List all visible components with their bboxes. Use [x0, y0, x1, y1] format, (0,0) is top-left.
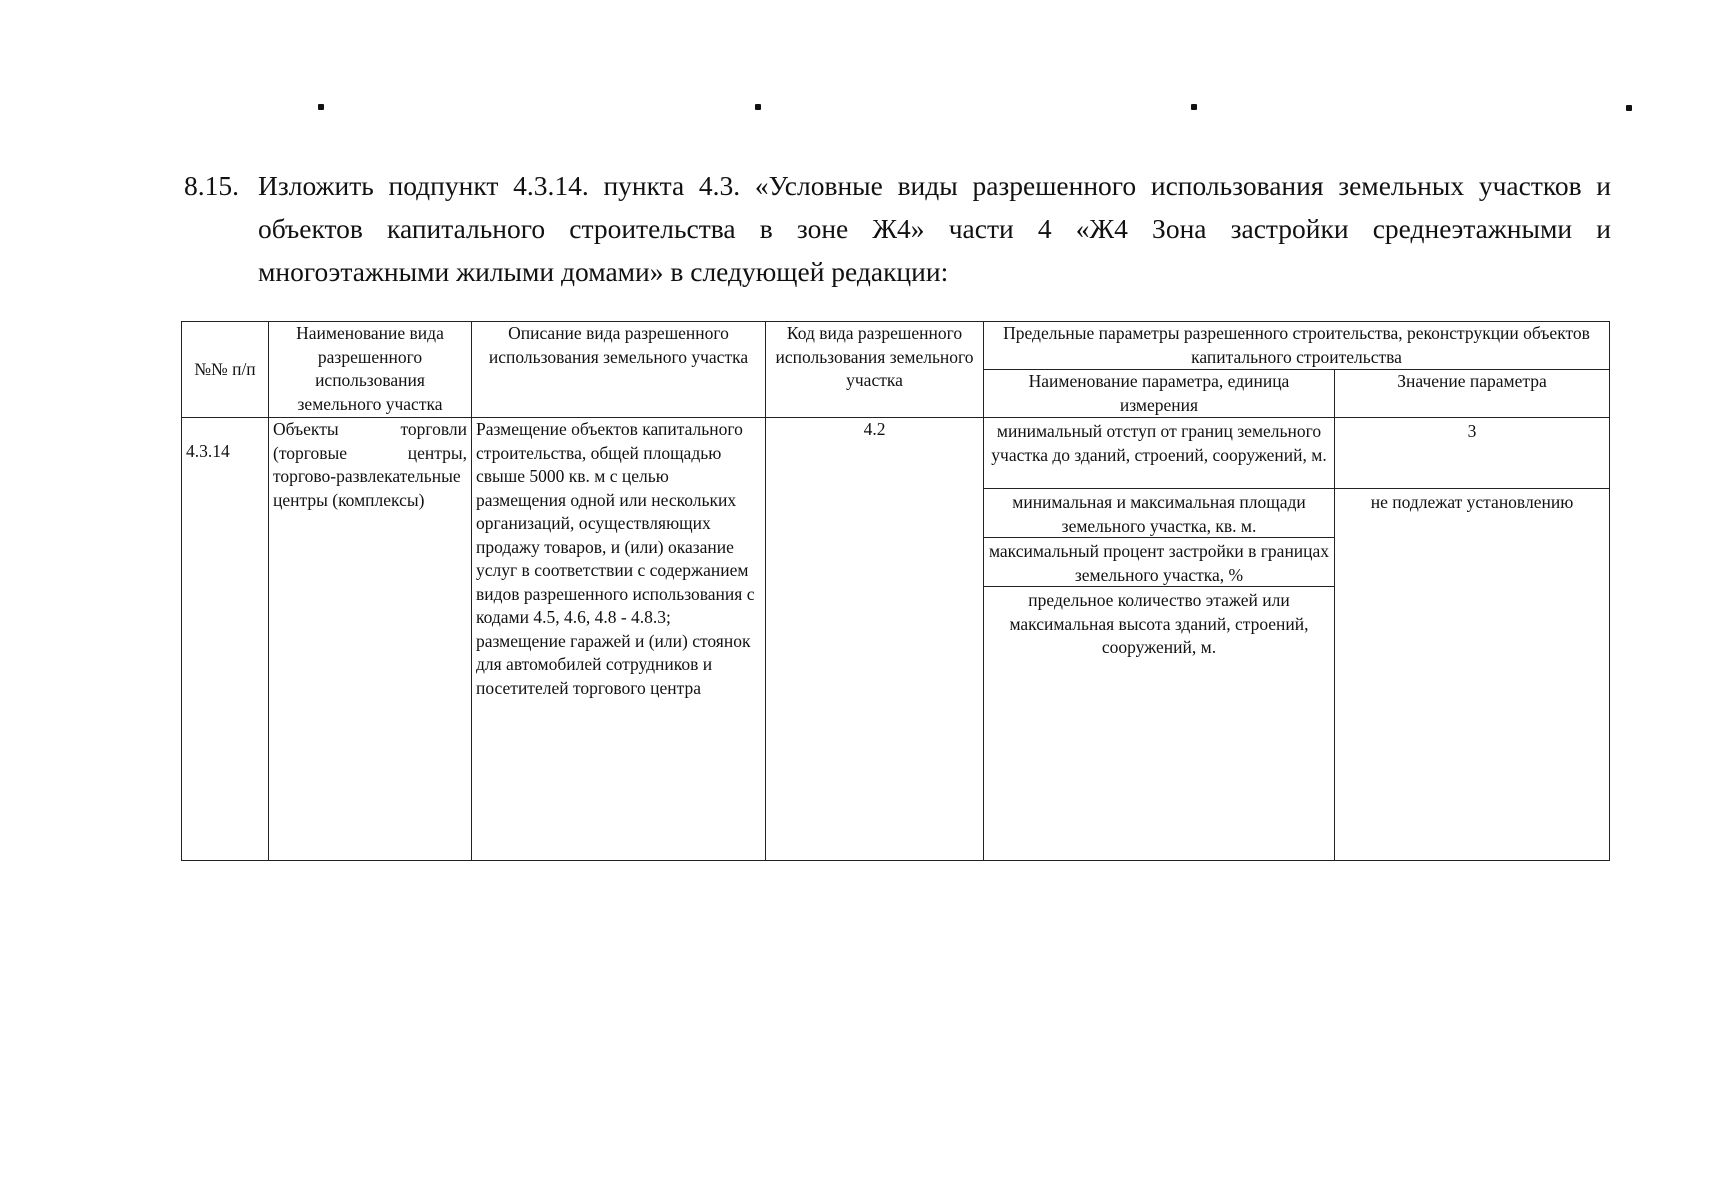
header-number: №№ п/п: [182, 322, 269, 418]
scan-dot-4: [1626, 105, 1632, 111]
paragraph-line-3: многоэтажными жилыми домами» в следующей редакции:: [258, 256, 949, 287]
value-min-setback: 3: [1335, 418, 1609, 489]
row-use-description: Размещение объектов капитального строительства, общей площадью свыше 5000 кв. м с целью размещения одной или нескольких организаций, осуществляющих продажу товаров, и (или) оказание услуг в соответствии с содержанием видов разрешенного использования с кодами 4.5, 4.6, 4.8 - 4.8.3; размещение гаражей и (или) стоянок для автомобилей сотрудников и посетителей торгового центра: [472, 418, 766, 861]
scan-dot-1: [318, 104, 324, 110]
paragraph-number: 8.15.: [184, 170, 239, 201]
header-limit-parameters: Предельные параметры разрешенного строительства, реконструкции объектов капитального строительства: [984, 322, 1610, 370]
parameter-max-coverage: максимальный процент застройки в границах земельного участка, %: [984, 538, 1334, 587]
permitted-use-table: [181, 321, 1610, 861]
parameter-min-setback: минимальный отступ от границ земельного участка до зданий, строений, сооружений, м.: [984, 418, 1334, 489]
row-use-code: 4.2: [766, 418, 984, 861]
paragraph-line-1: Изложить подпункт 4.3.14. пункта 4.3. «Условные виды разрешенного использования земельных участков и: [258, 170, 1611, 201]
header-parameter-name: Наименование параметра, единица измерения: [984, 370, 1335, 418]
header-use-description: Описание вида разрешенного использования земельного участка: [472, 322, 766, 418]
paragraph-line-2: объектов капитального строительства в зоне Ж4» части 4 «Ж4 Зона застройки среднеэтажными и: [258, 213, 1611, 244]
header-parameter-value: Значение параметра: [1335, 370, 1610, 418]
row-parameters: [984, 418, 1335, 861]
parameter-plot-area: минимальная и максимальная площади земельного участка, кв. м.: [984, 489, 1334, 538]
value-not-established: не подлежат установлению: [1370, 492, 1574, 512]
amendment-paragraph: [184, 164, 1611, 293]
parameter-max-floors: предельное количество этажей или максимальная высота зданий, строений, сооружений, м.: [1009, 590, 1309, 657]
row-use-name: Объекты торговли (торговые центры, торгово-развлекательные центры (комплексы): [269, 418, 472, 861]
scan-dot-3: [1191, 104, 1197, 110]
row-values: [1335, 418, 1610, 861]
header-use-code: Код вида разрешенного использования земельного участка: [766, 322, 984, 418]
header-use-name: Наименование вида разрешенного использования земельного участка: [269, 322, 472, 418]
table-row: [182, 418, 1610, 861]
row-number: 4.3.14: [182, 418, 269, 861]
scan-dot-2: [755, 104, 761, 110]
